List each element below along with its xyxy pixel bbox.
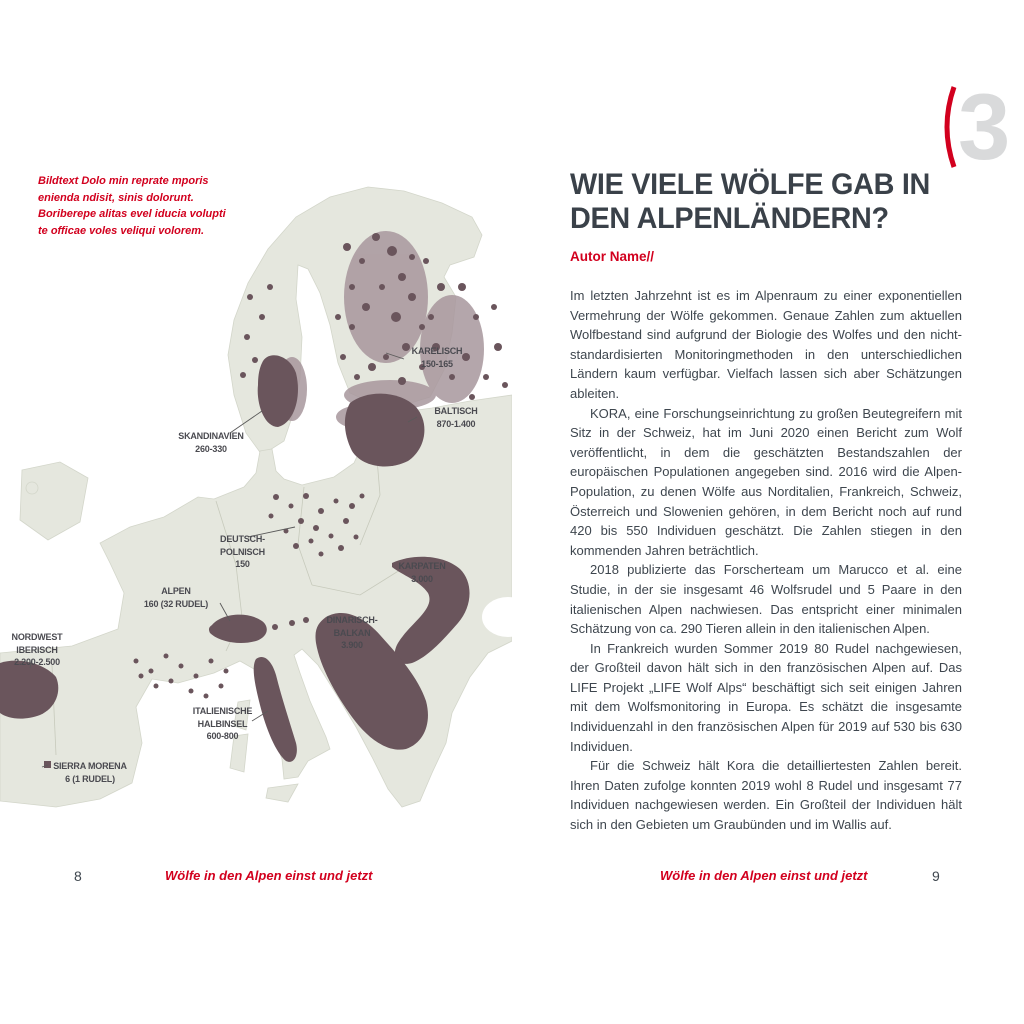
map-label-name: KARELISCH — [411, 346, 463, 356]
body-paragraph: Für die Schweiz hält Kora die detailliertesten Zahlen bereit. Ihren Daten zufolge konnten 2019 wohl 8 Rudel und insgesamt 77 Individuen nachgewiesen werden. Ein Großteil der Individuen hält sich in den Gebieten um Graubünden und im Wallis auf. — [570, 758, 962, 833]
map-label-name: KARPATEN — [398, 561, 446, 571]
map-label-value: 2.200-2.500 — [14, 657, 60, 667]
chapter-number: 3 — [958, 74, 1008, 179]
map-label-value: 150 — [235, 559, 250, 569]
map-label-value: 600-800 — [206, 731, 239, 741]
map-label-name: ITALIENISCHE — [192, 706, 253, 716]
right-page-number: 9 — [932, 868, 940, 884]
chapter-marker — [936, 74, 1008, 179]
page-title-line: DEN ALPENLÄNDERN? — [570, 202, 889, 235]
map-label-value: 3.000 — [411, 573, 433, 584]
map-label-name: DEUTSCH- — [220, 534, 265, 544]
map-label-name: ALPEN — [161, 586, 191, 596]
caption-line: enienda ndisit, sinis dolorunt. — [38, 191, 194, 204]
caption-line: Bildtext Dolo min reprate mporis — [38, 175, 209, 187]
map-label-value: 160 (32 RUDEL) — [143, 598, 209, 609]
map-label-deutsch-polnisch — [205, 533, 280, 571]
map-label-value: 3.900 — [341, 640, 363, 650]
caption-line: Boriberepe alitas evel iducia volupti — [38, 208, 226, 220]
map-label-name: POLNISCH — [220, 546, 265, 557]
map-label-value: 150-165 — [421, 358, 453, 369]
map-label-baltisch — [420, 405, 492, 430]
map-label-name: BALTISCH — [434, 406, 478, 416]
map-label-value: 6 (1 RUDEL) — [65, 773, 115, 784]
map-label-value: 870-1.400 — [436, 418, 476, 429]
right-running-title: Wölfe in den Alpen einst und jetzt — [660, 868, 868, 883]
map-label-karpaten — [387, 560, 457, 585]
page-title — [570, 168, 973, 236]
map-label-name: SKANDINAVIEN — [178, 431, 244, 441]
map-label-karelisch — [402, 345, 472, 370]
map-label-dinarisch-balkan — [317, 614, 387, 652]
map-label-sierra-morena — [45, 760, 135, 785]
body-paragraph: In Frankreich wurden Sommer 2019 80 Rudel nachgewiesen, der Großteil davon hält sich in den französischen Alpen auf. Das LIFE Projekt „LIFE Wolf Alps“ beschäftigt sich seit einigen Jahren mit dem Wolfsmonitoring in Europa. Es schätzt die insgesamte Individuenzahl in den französischen Alpen für 2019 auf 530 bis 630 Individuen. — [570, 640, 962, 754]
article-body — [570, 286, 962, 835]
chapter-bracket-icon — [936, 84, 958, 170]
body-paragraph: KORA, eine Forschungseinrichtung zu großen Beutegreifern mit Sitz in der Schweiz, hat im Juni 2020 einen Bericht zum Wolf veröffentlicht, in dem die geschätzten Bestandszahlen der europäischen Populationen angegeben sind. 2016 wird die Alpen-Population, zu denen Wölfe aus Norditalien, Frankreich, Schweiz, Österreich und Slowenien gehören, in dem Bericht noch auf rund 420 bis 550 Individuen geschätzt. Die Zahlen stiegen in den kommenden Jahren beträchtlich. — [570, 405, 962, 558]
map-label-value: 260-330 — [195, 443, 227, 454]
europe-wolf-map — [0, 165, 512, 850]
body-paragraph: 2018 publizierte das Forscherteam um Marucco et al. eine Studie, in der sie insgesamt 46 Wolfsrudel und 5 Paare in den italienischen Alpen nachwiesen. Das entspricht einer minimalen Schätzung von ca. 290 Tieren allein in den italienischen Alpen. — [570, 562, 962, 637]
map-label-name: HALBINSEL — [197, 718, 248, 729]
map-label-name: DINARISCH- — [326, 615, 378, 625]
left-running-title: Wölfe in den Alpen einst und jetzt — [165, 868, 373, 883]
map-label-italienische-halbinsel — [185, 705, 260, 743]
page-title-line: WIE VIELE WÖLFE GAB IN — [570, 168, 931, 201]
map-label-name: BALKAN — [333, 627, 371, 638]
map-label-alpen — [128, 585, 224, 610]
map-label-name: SIERRA MORENA — [53, 761, 127, 771]
map-label-nordwest-iberisch — [0, 631, 78, 669]
left-page-number: 8 — [74, 868, 82, 884]
author-name: Autor Name// — [570, 249, 655, 264]
caption-line: te officae voles veliqui volorem. — [38, 224, 205, 237]
map-label-name: NORDWEST IBERISCH — [11, 632, 63, 655]
body-paragraph: Im letzten Jahrzehnt ist es im Alpenraum zu einer exponentiellen Vermehrung der Wölfe gekommen. Genaue Zahlen zum aktuellen Wolfbestand sind aufgrund der Biologie des Wolfes und den nicht-standardisierten Monitoringmethoden in den unterschiedlichen Ländern kaum verfügbar. Vielfach lassen sich aber Schätzungen ableiten. — [570, 288, 962, 401]
map-label-skandinavien — [165, 430, 257, 455]
